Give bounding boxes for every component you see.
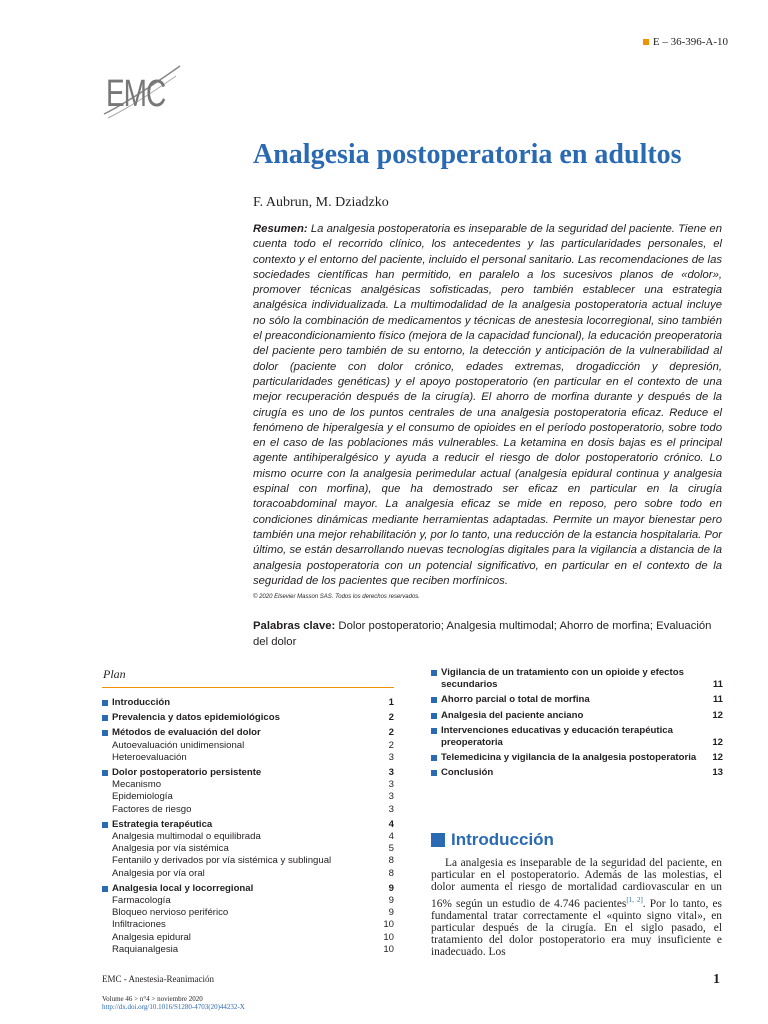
toc-item[interactable]	[431, 767, 723, 779]
toc-item-page: 5	[388, 843, 394, 855]
toc-item-label: Mecanismo	[112, 779, 162, 791]
toc-item[interactable]	[431, 752, 723, 764]
toc-item-label: Estrategia terapéutica	[112, 818, 213, 830]
footer-journal: EMC - Anestesia-Reanimación	[102, 974, 214, 984]
footer-volume-block	[102, 995, 245, 1011]
section-heading-introduccion	[431, 829, 554, 851]
toc-item[interactable]	[102, 697, 394, 709]
keywords-label: Palabras clave:	[253, 620, 336, 632]
toc-item[interactable]	[431, 710, 723, 722]
intro-text-part1: La analgesia es inseparable de la seguridad del paciente, en particular en el postoperatorio. Además de las molestias, el dolor aumenta el riesgo de mortalidad cardiovascular en un 16% según un estudio de 4.746 pacientes	[431, 857, 722, 910]
blue-square-bullet-icon	[431, 755, 437, 761]
blue-square-bullet-icon	[102, 822, 108, 828]
toc-item-label: Factores de riesgo	[112, 803, 192, 815]
toc-item-page: 10	[383, 943, 394, 955]
toc-item-label: Fentanilo y derivados por vía sistémica y sublingual	[112, 855, 332, 867]
footer-doi-link[interactable]: http://dx.doi.org/10.1016/S1280-4703(20)44232-X	[102, 1003, 245, 1011]
toc-item-label: Intervenciones educativas y educación terapéutica preoperatoria	[441, 724, 673, 749]
toc-item[interactable]	[102, 855, 394, 867]
blue-square-bullet-icon	[102, 886, 108, 892]
keywords	[253, 619, 713, 650]
copyright-notice: © 2020 Elsevier Masson SAS. Todos los derechos reservados.	[253, 594, 420, 600]
toc-item-label: Infiltraciones	[112, 919, 166, 931]
toc-item[interactable]	[102, 767, 394, 779]
logo-text: EMC	[106, 72, 166, 114]
toc-item-page: 3	[388, 751, 394, 763]
toc-item-label: Conclusión	[441, 767, 494, 779]
toc-item-page: 11	[712, 679, 723, 691]
toc-item[interactable]	[102, 740, 394, 752]
blue-square-icon	[431, 833, 445, 847]
toc-item[interactable]	[102, 883, 394, 895]
article-title: Analgesia postoperatoria en adultos	[253, 139, 682, 170]
toc-item-page: 3	[388, 767, 394, 779]
abstract-label: Resumen:	[253, 223, 308, 235]
toc-item-page: 8	[388, 867, 394, 879]
orange-square-icon	[643, 39, 649, 45]
toc-item-page: 1	[388, 697, 394, 708]
section-heading-text: Introducción	[451, 830, 554, 849]
footer-volume: Volume 46 > n°4 > noviembre 2020	[102, 995, 203, 1003]
blue-square-bullet-icon	[102, 770, 108, 776]
toc-left-column	[102, 697, 394, 956]
blue-square-bullet-icon	[431, 728, 437, 734]
toc-item-page: 12	[712, 752, 723, 764]
toc-item-page: 12	[712, 737, 723, 749]
toc-item[interactable]	[102, 804, 394, 816]
toc-item-page: 3	[388, 779, 394, 791]
keywords-text: Dolor postoperatorio; Analgesia multimodal; Ahorro de morfina; Evaluación del dolor	[253, 620, 712, 648]
toc-item-label: Autoevaluación unidimensional	[112, 739, 245, 751]
citation-ref[interactable]: [1, 2]	[626, 895, 643, 904]
toc-item[interactable]	[102, 831, 394, 843]
toc-item-page: 10	[383, 931, 394, 943]
toc-item[interactable]	[102, 919, 394, 931]
toc-item-label: Métodos de evaluación del dolor	[112, 727, 261, 739]
blue-square-bullet-icon	[431, 770, 437, 776]
article-reference	[643, 36, 728, 48]
intro-text-part2: . Por lo tanto, es fundamental tratar correctamente el «quinto signo vital», en particular después de la cirugía. En el siglo pasado, el tratamiento del dolor postoperatorio era muy insuficiente e inadecuado. Los	[431, 897, 722, 959]
toc-item-label: Telemedicina y vigilancia de la analgesia postoperatoria	[441, 752, 697, 764]
toc-item[interactable]	[102, 944, 394, 956]
toc-item[interactable]	[102, 868, 394, 880]
abstract	[253, 222, 722, 589]
toc-item-page: 11	[712, 694, 723, 706]
toc-item[interactable]	[102, 779, 394, 791]
toc-item-label: Epidemiología	[112, 791, 173, 803]
article-reference-text: E – 36-396-A-10	[652, 36, 728, 48]
toc-item[interactable]	[431, 667, 723, 691]
toc-item-label: Analgesia local y locorregional	[112, 882, 254, 894]
toc-item-page: 9	[388, 907, 394, 919]
toc-item-page: 8	[388, 855, 394, 867]
toc-item-label: Analgesia multimodal o equilibrada	[112, 831, 261, 843]
article-authors: F. Aubrun, M. Dziadzko	[253, 195, 389, 210]
toc-item[interactable]	[102, 907, 394, 919]
toc-item-label: Dolor postoperatorio persistente	[112, 767, 262, 779]
toc-item-page: 3	[388, 803, 394, 815]
toc-item[interactable]	[102, 932, 394, 944]
toc-item[interactable]	[102, 727, 394, 739]
toc-item[interactable]	[431, 694, 723, 706]
toc-item-page: 2	[388, 727, 394, 739]
toc-item-page: 12	[712, 709, 723, 721]
page-number: 1	[713, 972, 720, 987]
plan-title: Plan	[103, 667, 126, 681]
blue-square-bullet-icon	[431, 713, 437, 719]
toc-item-page: 2	[388, 739, 394, 751]
toc-item-page: 13	[712, 767, 723, 779]
toc-item[interactable]	[102, 791, 394, 803]
blue-square-bullet-icon	[431, 697, 437, 703]
toc-item-page: 4	[388, 831, 394, 843]
emc-logo	[102, 60, 182, 120]
toc-item-label: Analgesia por vía sistémica	[112, 843, 229, 855]
abstract-text: La analgesia postoperatoria es inseparable de la seguridad del paciente. Tiene en cuenta todo el recorrido clínico, los antecedentes y las particularidades personales, el contexto y el entorno del paciente, incluido el personal sanitario. Las recomendaciones de las sociedades científicas han permitido, en paralelo a los sucesivos planos de «dolor», promover técnicas analgésicas sofisticadas, pero también establecer una estrategia analgésica individualizada. La multimodalidad de la analgesia postoperatoria actual incluye no sólo la combinación de medicamentos y técnicas de anestesia locorregional, sino también el preacondicionamiento físico (mejora de la capacidad funcional), la educación preoperatoria del paciente pero también de su entorno, la detección y anticipación de la vulnerabilidad al dolor (paciente con dolor crónico, edades extremas, drogadicción y depresión, particularidades genéticas) y el apoyo postoperatorio (en particular en el contexto de una mejor recuperación después de la cirugía). El ahorro de morfina durante y después de la cirugía es uno de los puntos centrales de una analgesia postoperatoria eficaz. Reduce el fenómeno de hiperalgesia y el consumo de opioides en el período postoperatorio, sobre todo en el caso de las poblaciones más vulnerables. La ketamina en dosis bajas es el principal agente antihiperalgésico y ayuda a reducir el riesgo de dolor postoperatorio crónico. Lo mismo ocurre con la analgesia perimedular actual (analgesia epidural continua y analgesia espinal con morfina), que ha demostrado ser eficaz en particular en la cirugía toracoabdominal mayor. La analgesia eficaz se mide en reposo, pero sobre todo en condiciones dinámicas mediante herramientas adaptadas. Permite un mayor bienestar pero también una mejor rehabilitación y, por lo tanto, una reducción de la estancia hospitalaria. Por último, se están desarrollando nuevas tecnologías digitales para la vigilancia a distancia de la analgesia postoperatoria con un potencial significativo, en particular en el contexto de la seguridad de los pacientes que reciben morfínicos.	[253, 223, 722, 587]
blue-square-bullet-icon	[102, 730, 108, 736]
toc-item[interactable]	[102, 712, 394, 724]
toc-item-label: Introducción	[112, 697, 171, 708]
toc-item[interactable]	[431, 725, 723, 749]
toc-item-label: Analgesia epidural	[112, 931, 191, 943]
plan-divider	[102, 687, 394, 688]
toc-item[interactable]	[102, 819, 394, 831]
blue-square-bullet-icon	[102, 700, 108, 706]
toc-item[interactable]	[102, 895, 394, 907]
toc-item-page: 9	[388, 882, 394, 894]
toc-item-label: Analgesia por vía oral	[112, 867, 205, 879]
toc-item-page: 4	[388, 818, 394, 830]
blue-square-bullet-icon	[431, 670, 437, 676]
toc-item-page: 3	[388, 791, 394, 803]
toc-item[interactable]	[102, 843, 394, 855]
toc-right-column	[431, 667, 723, 780]
toc-item-label: Farmacología	[112, 895, 171, 907]
blue-square-bullet-icon	[102, 715, 108, 721]
toc-item-label: Raquianalgesia	[112, 943, 179, 955]
toc-item-page: 10	[383, 919, 394, 931]
toc-item-label: Ahorro parcial o total de morfina	[441, 694, 590, 706]
toc-item-label: Analgesia del paciente anciano	[441, 709, 584, 721]
toc-item-page: 9	[388, 895, 394, 907]
toc-item-label: Vigilancia de un tratamiento con un opioide y efectos secundarios	[441, 667, 684, 691]
toc-item-page: 2	[388, 712, 394, 724]
introduction-paragraph	[431, 857, 722, 958]
toc-item[interactable]	[102, 752, 394, 764]
toc-item-label: Bloqueo nervioso periférico	[112, 907, 229, 919]
toc-item-label: Heteroevaluación	[112, 751, 187, 763]
toc-item-label: Prevalencia y datos epidemiológicos	[112, 712, 280, 724]
